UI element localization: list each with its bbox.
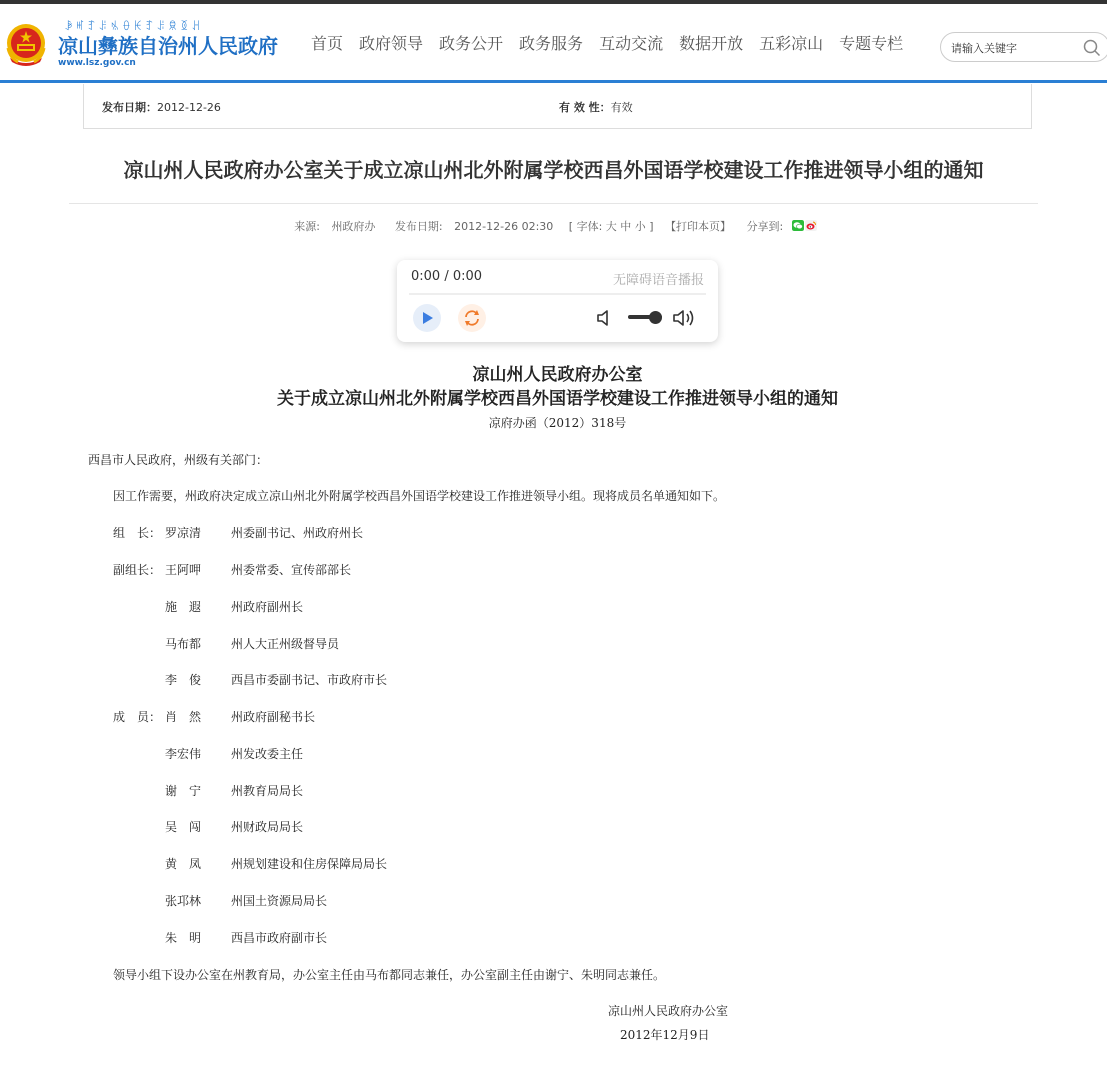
member-name: 李宏伟 [165, 747, 202, 761]
member-name: 黄 凤 [165, 857, 202, 871]
member-name: 马布都 [165, 637, 202, 651]
publish-date [102, 99, 221, 115]
member-name: 施 遐 [165, 600, 202, 614]
nav-liangshan[interactable]: 五彩凉山 [759, 34, 824, 53]
play-icon [413, 304, 441, 332]
doc-salutation: 西昌市人民政府，州级有关部门： [88, 453, 269, 467]
search-input[interactable] [951, 39, 1071, 57]
member-name: 吴 闯 [165, 820, 202, 834]
pub-time [391, 220, 557, 233]
member-name: 朱 明 [165, 931, 202, 945]
volume-high-icon[interactable] [672, 307, 698, 329]
audio-player [397, 260, 718, 342]
member-post: 州委副书记、州政府州长 [231, 526, 364, 540]
title-divider [69, 203, 1038, 204]
member-post: 西昌市委副书记、市政府市长 [231, 673, 388, 687]
progress-track[interactable] [409, 293, 706, 295]
member-post: 州教育局局长 [231, 784, 304, 798]
document-meta [83, 84, 1032, 129]
source [290, 220, 379, 233]
member-post: 州国土资源局局长 [231, 894, 328, 908]
member-role: 组 长： [113, 526, 162, 540]
nav-gov-info[interactable]: 政务公开 [439, 34, 504, 53]
member-post: 州规划建设和住房保障局局长 [231, 857, 388, 871]
doc-intro: 因工作需要，州政府决定成立凉山州北外附属学校西昌外国语学校建设工作推进领导小组。现将成员名单通知如下。 [113, 489, 726, 503]
nav-interaction[interactable]: 互动交流 [599, 34, 664, 53]
validity-value: 有效 [610, 101, 633, 114]
logo-yi-text: ꆃꎭꆈꌠꁱꂷꀘꆈꌠꌋꅉꃅ [64, 20, 204, 33]
nav-leaders[interactable]: 政府领导 [359, 34, 424, 53]
doc-signature: 凉山州人民政府办公室 [608, 1004, 729, 1018]
search-box [940, 32, 1107, 62]
member-name: 王阿呷 [165, 563, 202, 577]
loop-button[interactable] [458, 304, 486, 332]
validity [559, 99, 633, 115]
member-post: 州人大正州级督导员 [231, 637, 340, 651]
member-role: 成 员： [113, 710, 162, 724]
logo-url: www.lsz.gov.cn [58, 58, 136, 68]
play-button[interactable] [413, 304, 441, 332]
doc-number: 凉府办函（2012）318号 [488, 416, 627, 430]
member-role: 副组长： [113, 563, 162, 577]
print-link[interactable]: 【打印本页】 [665, 220, 732, 233]
member-post: 州政府副秘书长 [231, 710, 316, 724]
pub-time-value: 2012-12-26 02:30 [454, 220, 554, 233]
main-nav [311, 34, 919, 54]
volume-low-icon[interactable] [595, 308, 615, 328]
wechat-icon[interactable] [792, 220, 804, 231]
doc-sign-date: 2012年12月9日 [620, 1028, 710, 1042]
loop-icon [458, 304, 486, 332]
publish-date-value: 2012-12-26 [157, 101, 221, 114]
member-name: 李 俊 [165, 673, 202, 687]
source-value: 州政府办 [331, 220, 376, 233]
national-emblem-icon [4, 22, 48, 68]
tts-label: 无障碍语音播报 [612, 273, 704, 288]
pub-time-label: 发布日期: [394, 220, 443, 233]
member-name: 罗凉清 [165, 526, 202, 540]
nav-topics[interactable]: 专题专栏 [839, 34, 904, 53]
member-post: 西昌市政府副市长 [231, 931, 328, 945]
site-logo[interactable] [4, 20, 278, 69]
volume-knob[interactable] [649, 311, 662, 324]
member-name: 肖 然 [165, 710, 202, 724]
player-time: 0:00 / 0:00 [411, 269, 483, 284]
article-info [0, 219, 1107, 235]
member-post: 州财政局局长 [231, 820, 304, 834]
validity-label: 有 效 性： [559, 101, 611, 114]
site-header [0, 4, 1107, 81]
member-post: 州发改委主任 [231, 747, 304, 761]
share [743, 220, 817, 233]
member-post: 州政府副州长 [231, 600, 304, 614]
doc-title-heading: 关于成立凉山州北外附属学校西昌外国语学校建设工作推进领导小组的通知 [277, 389, 838, 409]
nav-gov-services[interactable]: 政务服务 [519, 34, 584, 53]
share-label: 分享到: [746, 220, 784, 233]
search-icon[interactable] [1083, 39, 1101, 57]
doc-closing: 领导小组下设办公室在州教育局，办公室主任由马布都同志兼任，办公室副主任由谢宁、朱明同志兼任。 [113, 968, 666, 982]
member-name: 张邛林 [165, 894, 202, 908]
header-divider [0, 80, 1107, 83]
font-size-control[interactable]: [ 字体: 大 中 小 ] [568, 220, 654, 233]
member-post: 州委常委、宣传部部长 [231, 563, 352, 577]
source-label: 来源: [294, 220, 320, 233]
weibo-icon[interactable] [805, 220, 817, 231]
member-name: 谢 宁 [165, 784, 202, 798]
nav-open-data[interactable]: 数据开放 [679, 34, 744, 53]
article-title: 凉山州人民政府办公室关于成立凉山州北外附属学校西昌外国语学校建设工作推进领导小组的通知 [123, 158, 984, 182]
doc-issuer-heading: 凉山州人民政府办公室 [472, 365, 643, 385]
logo-title: 凉山彝族自治州人民政府 [58, 34, 278, 58]
publish-date-label: 发布日期： [102, 101, 157, 114]
nav-home[interactable]: 首页 [311, 34, 344, 53]
